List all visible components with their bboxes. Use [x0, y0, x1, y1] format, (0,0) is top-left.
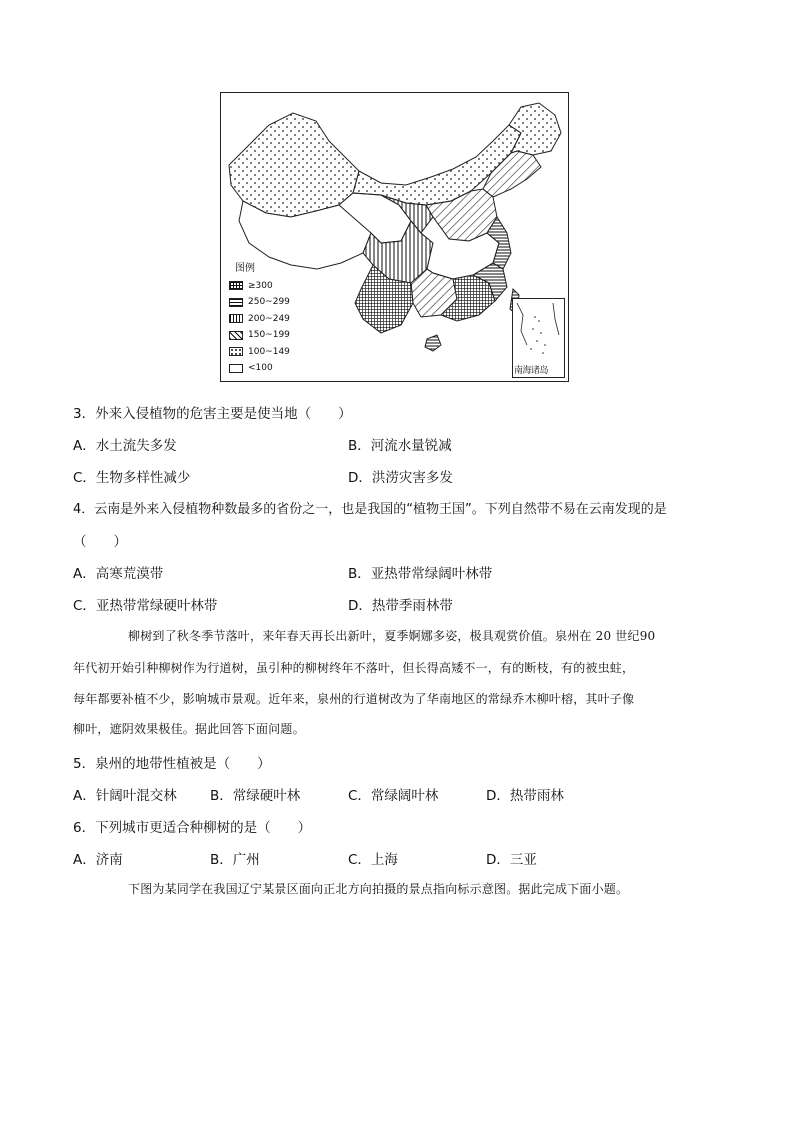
- inset-label: 南海诸岛: [514, 366, 549, 376]
- legend-swatch-dots: [229, 347, 243, 356]
- q5-option-c: C．常绿阔叶林: [348, 788, 439, 804]
- legend-label: 150~199: [248, 330, 290, 340]
- legend-swatch-grid: [229, 281, 243, 290]
- legend-label: 250~299: [248, 297, 290, 307]
- legend-item: [229, 344, 290, 361]
- legend-item: [229, 278, 290, 295]
- passage-line-2: 年代初开始引种柳树作为行道树，虽引种的柳树终年不落叶，但长得高矮不一，有的断枝，有的被虫蛀，: [73, 661, 635, 675]
- q3-option-c: C．生物多样性减少: [73, 470, 191, 486]
- q6-option-a: A．济南: [73, 852, 123, 868]
- legend-label: 100~149: [248, 346, 290, 357]
- q4-option-c: C．亚热带常绿硬叶林带: [73, 598, 218, 614]
- passage-line-3: 每年都要补植不少，影响城市景观。近年来，泉州的行道树改为了华南地区的常绿乔木柳叶榕，其叶子像: [73, 692, 635, 706]
- region-hainan: [425, 335, 441, 351]
- next-section-intro: 下图为某同学在我国辽宁某景区面向正北方向拍摄的景点指向标示意图。据此完成下面小题。: [128, 882, 629, 896]
- q6-option-d: D．三亚: [486, 852, 537, 868]
- q3-stem: 3．外来入侵植物的危害主要是使当地（ ）: [73, 406, 352, 422]
- legend-swatch-none: [229, 364, 243, 373]
- legend-label: ≥300: [248, 280, 273, 291]
- q3-option-a: A．水土流失多发: [73, 438, 177, 454]
- q5-option-d: D．热带雨林: [486, 788, 564, 804]
- q3-option-b: B．河流水量锐减: [348, 438, 452, 454]
- q4-option-b: B．亚热带常绿阔叶林带: [348, 566, 493, 582]
- q4-stem-line2: （ ）: [73, 534, 127, 550]
- legend-label: <100: [248, 363, 273, 373]
- q6-option-b: B．广州: [210, 852, 260, 868]
- inset-islands-graphic: [513, 299, 564, 365]
- legend-swatch-vlines: [229, 314, 243, 323]
- q6-option-c: C．上海: [348, 852, 398, 868]
- q4-option-a: A．高寒荒漠带: [73, 566, 164, 582]
- south-china-sea-inset: [512, 298, 565, 378]
- region-heilongjiang: [509, 103, 561, 155]
- legend-label: 200~249: [248, 313, 290, 324]
- q5-option-b: B．常绿硬叶林: [210, 788, 301, 804]
- legend-item: [229, 311, 290, 328]
- legend-swatch-hlines: [229, 298, 243, 307]
- china-invasive-plants-map: [220, 92, 569, 382]
- passage-line-1: 柳树到了秋冬季节落叶，来年春天再长出新叶，夏季婀娜多姿，极具观赏价值。泉州在 20 世纪90: [128, 629, 656, 643]
- legend-swatch-diag: [229, 331, 243, 340]
- q3-option-d: D．洪涝灾害多发: [348, 470, 453, 486]
- map-legend: [229, 261, 290, 377]
- legend-title: 图例: [235, 263, 255, 274]
- legend-item: [229, 294, 290, 311]
- region-xinjiang: [229, 113, 359, 217]
- passage-line-4: 柳叶，遮阴效果极佳。据此回答下面问题。: [73, 722, 305, 736]
- legend-item: [229, 360, 290, 377]
- q6-stem: 6．下列城市更适合种柳树的是（ ）: [73, 820, 312, 836]
- q4-stem-line1: 4．云南是外来入侵植物种数最多的省份之一，也是我国的“植物王国”。下列自然带不易在云南发现的是: [73, 502, 667, 517]
- q4-option-d: D．热带季雨林带: [348, 598, 453, 614]
- q5-option-a: A．针阔叶混交林: [73, 788, 177, 804]
- q5-stem: 5．泉州的地带性植被是（ ）: [73, 756, 271, 772]
- legend-item: [229, 327, 290, 344]
